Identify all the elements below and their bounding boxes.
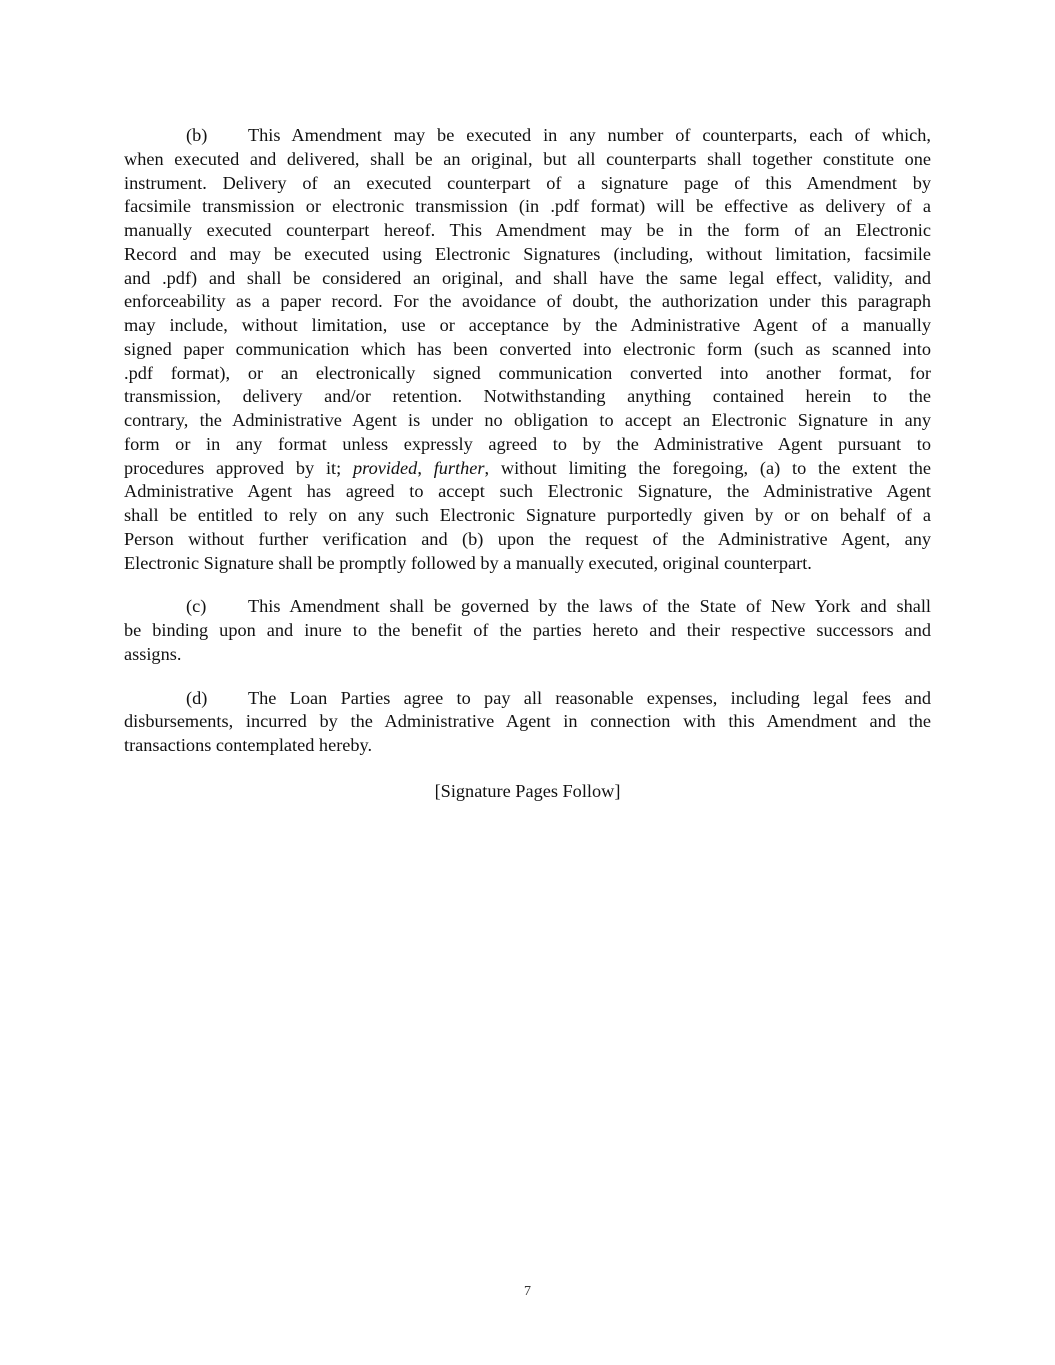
text-fragment: procedures approved by it; [124,457,353,478]
text-line: signed paper communication which has been converted into electronic form (such as scanned into [124,338,931,359]
italic-further: further [433,457,485,478]
document-page [124,124,931,804]
text-line: Electronic Signature shall be promptly followed by a manually executed, original counterpart. [124,552,812,573]
text-line: and .pdf) and shall be considered an original, and shall have the same legal effect, validity, and [124,267,931,288]
text-line: be binding upon and inure to the benefit of the parties hereto and their respective successors and [124,620,931,640]
text-line: form or in any format unless expressly agreed to by the Administrative Agent pursuant to [124,433,931,454]
text-line: instrument. Delivery of an executed counterpart of a signature page of this Amendment by [124,172,931,193]
paragraph-d [124,687,931,758]
page-number: 7 [524,1284,531,1299]
text-line: manually executed counterpart hereof. This Amendment may be in the form of an Electronic [124,220,931,240]
paragraph-label: (b) [186,125,208,145]
text-line: Record and may be executed using Electronic Signatures (including, without limitation, facsimile [124,243,931,264]
text-line: facsimile transmission or electronic transmission (in .pdf format) will be effective as delivery of a [124,196,931,217]
text-line: disbursements, incurred by the Administrative Agent in connection with this Amendment and the [124,711,931,732]
text-line: transactions contemplated hereby. [124,735,373,755]
signature-pages-note: [Signature Pages Follow] [434,780,621,801]
text-line: assigns. [124,643,182,664]
text-line: enforceability as a paper record. For the avoidance of doubt, the authorization under this paragraph [124,291,931,312]
italic-provided: provided [353,457,418,478]
text-line: shall be entitled to rely on any such Electronic Signature purportedly given by or on behalf of a [124,505,931,525]
text-line [124,595,931,619]
text-line: transmission, delivery and/or retention. Notwithstanding anything contained herein to the [124,386,931,407]
text-line [124,457,931,481]
text-line: contrary, the Administrative Agent is under no obligation to accept an Electronic Signature in any [124,410,931,430]
text-line-content: This Amendment may be executed in any number of counterparts, each of which, [248,125,931,145]
text-line: may include, without limitation, use or acceptance by the Administrative Agent of a manually [124,315,931,335]
text-line-content: This Amendment shall be governed by the laws of the State of New York and shall [248,596,931,617]
text-line [124,124,931,148]
text-line [124,687,931,711]
paragraph-b [124,124,931,575]
text-line: Administrative Agent has agreed to accept such Electronic Signature, the Administrative Agent [124,481,931,502]
paragraph-label: (c) [186,596,207,617]
text-line: when executed and delivered, shall be an original, but all counterparts shall together constitute one [124,148,931,169]
text-line: Person without further verification and (b) upon the request of the Administrative Agent, any [124,528,931,549]
text-fragment: , [417,457,434,478]
paragraph-label: (d) [186,687,208,708]
paragraph-c [124,595,931,666]
text-line-content: The Loan Parties agree to pay all reasonable expenses, including legal fees and [248,687,931,708]
text-fragment: , without limiting the foregoing, (a) to the extent the [484,457,931,478]
text-line: .pdf format), or an electronically signed communication converted into another format, for [124,362,931,383]
